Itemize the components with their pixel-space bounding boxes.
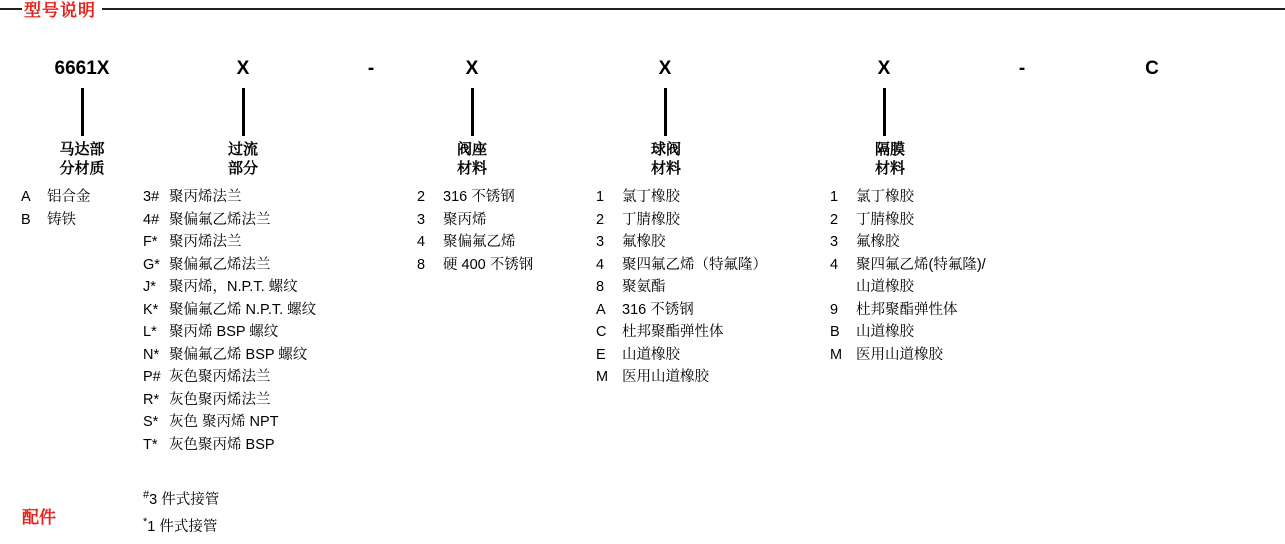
option-label: 硬 400 不锈钢 bbox=[443, 256, 534, 273]
option-key: B bbox=[21, 211, 31, 228]
option-label: 山道橡胶 bbox=[856, 324, 914, 340]
footnote-star: *1 件式接管 bbox=[143, 516, 218, 536]
list-item bbox=[596, 299, 836, 322]
list-item bbox=[417, 231, 597, 254]
list-item bbox=[143, 434, 423, 457]
page-title: 型号说明 bbox=[22, 1, 102, 21]
code-segment-motor: 6661X bbox=[54, 58, 110, 79]
option-label: 氟橡胶 bbox=[856, 234, 900, 250]
list-item bbox=[143, 389, 423, 412]
column-ball-valve-options bbox=[596, 186, 836, 389]
code-segment-wetted: X bbox=[236, 58, 250, 79]
column-motor-heading: 马达部 分材质 bbox=[59, 141, 105, 177]
code-segment-suffix: C bbox=[1145, 58, 1159, 79]
option-key: G* bbox=[143, 256, 160, 273]
option-key: 4 bbox=[830, 256, 839, 273]
option-key: 3 bbox=[596, 234, 605, 250]
option-label: 聚偏氟乙烯 bbox=[443, 234, 516, 250]
option-label: 氯丁橡胶 bbox=[622, 189, 680, 205]
option-key: 9 bbox=[830, 301, 839, 318]
option-key: 4 bbox=[417, 234, 426, 250]
column-diaphragm-heading: 隔膜 材料 bbox=[874, 141, 905, 177]
accessory-label: 配件 bbox=[22, 508, 56, 527]
list-item bbox=[417, 186, 597, 209]
list-item bbox=[143, 321, 423, 344]
column-motor-options bbox=[21, 186, 143, 231]
list-item bbox=[143, 366, 423, 389]
list-item bbox=[830, 321, 1110, 344]
list-item bbox=[143, 276, 423, 299]
list-item bbox=[143, 411, 423, 434]
column-wetted-parts-heading: 过流 部分 bbox=[227, 141, 258, 177]
option-key: 3 bbox=[830, 234, 839, 250]
option-label: 聚丙烯法兰 bbox=[169, 189, 242, 205]
option-key: A bbox=[596, 301, 606, 318]
option-label: 聚四氟乙烯(特氟隆)/ bbox=[856, 256, 986, 273]
option-key: F* bbox=[143, 234, 158, 250]
option-label: 医用山道橡胶 bbox=[622, 369, 709, 385]
option-key: 2 bbox=[596, 211, 605, 228]
option-key: 2 bbox=[830, 211, 839, 228]
option-label: 杜邦聚酯弹性体 bbox=[622, 324, 724, 340]
option-label: 316 不锈钢 bbox=[443, 189, 515, 205]
leader-line-wetted bbox=[242, 88, 245, 136]
option-label: 316 不锈钢 bbox=[622, 301, 694, 318]
option-key: 3 bbox=[417, 211, 426, 228]
leader-line-ball-valve bbox=[664, 88, 667, 136]
option-label: 杜邦聚酯弹性体 bbox=[856, 301, 958, 318]
list-item bbox=[596, 186, 836, 209]
option-key: 1 bbox=[596, 189, 605, 205]
option-key: A bbox=[21, 189, 31, 205]
list-item bbox=[143, 344, 423, 367]
header-rule bbox=[0, 8, 1285, 10]
list-item bbox=[143, 299, 423, 322]
option-key: M bbox=[596, 369, 609, 385]
code-segment-diaphragm: X bbox=[877, 58, 891, 79]
option-label: 医用山道橡胶 bbox=[856, 346, 943, 363]
list-item bbox=[596, 321, 836, 344]
list-item bbox=[596, 276, 836, 299]
option-key: S* bbox=[143, 414, 159, 430]
column-valve-seat-heading: 阀座 材料 bbox=[456, 141, 487, 177]
list-item bbox=[417, 254, 597, 277]
list-item bbox=[830, 186, 1110, 209]
option-key: B bbox=[830, 324, 840, 340]
list-item bbox=[830, 344, 1110, 367]
option-label: 灰色聚丙烯法兰 bbox=[169, 369, 271, 385]
column-motor bbox=[21, 140, 143, 231]
option-key: 8 bbox=[417, 256, 426, 273]
option-label: 氯丁橡胶 bbox=[856, 189, 914, 205]
column-diaphragm bbox=[830, 140, 1110, 366]
option-key: E bbox=[596, 346, 606, 363]
list-item bbox=[21, 186, 143, 209]
column-valve-seat bbox=[417, 140, 597, 276]
leader-line-valve-seat bbox=[471, 88, 474, 136]
list-item bbox=[596, 366, 836, 389]
option-label: 山道橡胶 bbox=[622, 346, 680, 363]
list-item bbox=[143, 209, 423, 232]
list-item bbox=[143, 231, 423, 254]
list-item bbox=[830, 299, 1110, 322]
option-key: 2 bbox=[417, 189, 426, 205]
option-label: 丁腈橡胶 bbox=[622, 211, 680, 228]
leader-line-motor bbox=[81, 88, 84, 136]
list-item bbox=[830, 209, 1110, 232]
option-label-continuation: 山道橡胶 bbox=[856, 279, 914, 295]
option-label: 铝合金 bbox=[47, 189, 91, 205]
option-label: 灰色聚丙烯法兰 bbox=[169, 391, 271, 408]
code-separator-1: - bbox=[367, 58, 375, 79]
option-key: 4 bbox=[596, 256, 605, 273]
option-key: 1 bbox=[830, 189, 839, 205]
column-ball-valve bbox=[596, 140, 836, 389]
option-key: K* bbox=[143, 301, 159, 318]
option-key: N* bbox=[143, 346, 160, 363]
option-label: 氟橡胶 bbox=[622, 234, 666, 250]
footnote-hash: #3 件式接管 bbox=[143, 489, 220, 508]
list-item bbox=[830, 254, 1110, 277]
option-label: 聚丙烯，N.P.T. 螺纹 bbox=[169, 279, 298, 295]
option-key: R* bbox=[143, 391, 160, 408]
option-key: T* bbox=[143, 436, 158, 453]
footnotes bbox=[143, 484, 219, 539]
option-label: 聚丙烯 bbox=[443, 211, 487, 228]
option-key: 3# bbox=[143, 189, 160, 205]
column-valve-seat-options bbox=[417, 186, 597, 276]
column-diaphragm-options bbox=[830, 186, 1110, 366]
column-wetted-parts bbox=[143, 140, 423, 456]
leader-line-diaphragm bbox=[883, 88, 886, 136]
list-item bbox=[596, 254, 836, 277]
list-item bbox=[596, 344, 836, 367]
option-label: 聚四氟乙烯（特氟隆） bbox=[622, 256, 767, 273]
option-label: 聚丙烯法兰 bbox=[169, 234, 242, 250]
list-item bbox=[143, 186, 423, 209]
option-key: M bbox=[830, 346, 843, 363]
option-label: 灰色聚丙烯 BSP bbox=[169, 436, 275, 453]
option-key: 8 bbox=[596, 279, 605, 295]
list-item bbox=[417, 209, 597, 232]
option-label: 聚偏氟乙烯法兰 bbox=[169, 256, 271, 273]
model-code-row bbox=[0, 58, 1285, 82]
list-item bbox=[596, 209, 836, 232]
column-wetted-parts-options bbox=[143, 186, 423, 456]
option-label: 聚偏氟乙烯法兰 bbox=[169, 211, 271, 228]
option-label: 铸铁 bbox=[47, 211, 76, 228]
code-segment-ball-valve: X bbox=[658, 58, 672, 79]
list-item bbox=[596, 231, 836, 254]
column-ball-valve-heading: 球阀 材料 bbox=[650, 141, 681, 177]
option-label: 聚氨酯 bbox=[622, 279, 666, 295]
option-label: 聚偏氟乙烯 N.P.T. 螺纹 bbox=[169, 301, 317, 318]
option-key: 4# bbox=[143, 211, 160, 228]
option-label: 聚偏氟乙烯 BSP 螺纹 bbox=[169, 346, 308, 363]
code-separator-2: - bbox=[1018, 58, 1026, 79]
option-label: 灰色 聚丙烯 NPT bbox=[169, 414, 279, 430]
list-item bbox=[830, 231, 1110, 254]
option-key: C bbox=[596, 324, 607, 340]
option-label: 聚丙烯 BSP 螺纹 bbox=[169, 324, 279, 340]
list-item bbox=[143, 254, 423, 277]
option-label: 丁腈橡胶 bbox=[856, 211, 914, 228]
code-segment-valve-seat: X bbox=[465, 58, 479, 79]
option-key: P# bbox=[143, 369, 161, 385]
option-key: L* bbox=[143, 324, 157, 340]
list-item bbox=[21, 209, 143, 232]
option-key: J* bbox=[143, 279, 156, 295]
